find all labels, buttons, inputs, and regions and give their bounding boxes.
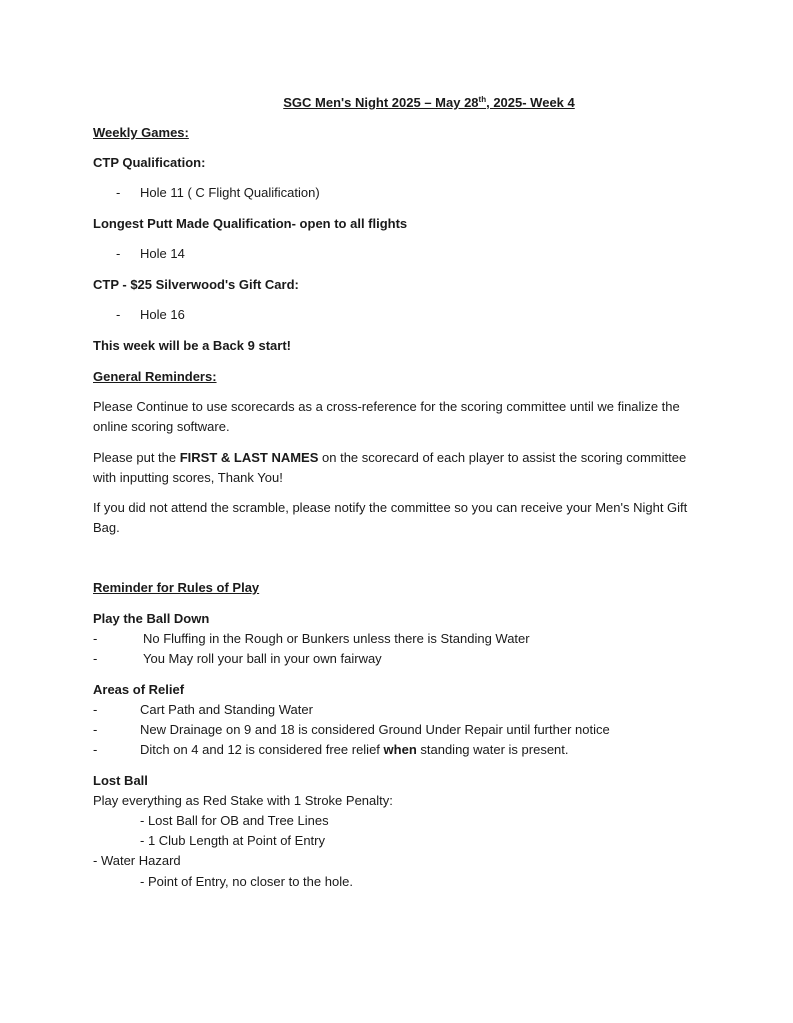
rules-heading: Reminder for Rules of Play [93, 580, 260, 595]
page-title: SGC Men's Night 2025 – May 28th, 2025- Week 4 [283, 95, 575, 110]
bullet-dash: - [93, 651, 98, 666]
ctp-qualification-heading: CTP Qualification: [93, 155, 206, 170]
general-reminders-heading: General Reminders: [93, 369, 217, 384]
play-ball-down-item: You May roll your ball in your own fairway [143, 651, 382, 666]
ctp-gift-card-heading: CTP - $25 Silverwood's Gift Card: [93, 277, 299, 292]
bullet-dash: - [93, 631, 98, 646]
bullet-dash: - [93, 702, 98, 717]
gift-bag-paragraph: If you did not attend the scramble, please notify the committee so you can receive your Men's Night Gift Bag. [93, 500, 688, 535]
play-ball-down-heading: Play the Ball Down [93, 611, 210, 626]
relief-item: New Drainage on 9 and 18 is considered Ground Under Repair until further notice [140, 722, 610, 737]
longest-putt-heading: Longest Putt Made Qualification- open to all flights [93, 216, 408, 231]
bullet-dash: - [93, 722, 98, 737]
play-ball-down-item: No Fluffing in the Rough or Bunkers unless there is Standing Water [143, 631, 530, 646]
bullet-dash: - [93, 742, 98, 757]
ctp-gift-card-item: Hole 16 [140, 307, 185, 322]
scorecard-paragraph: Please Continue to use scorecards as a cross-reference for the scoring committee until we finalize the online scoring software. [93, 399, 680, 434]
names-paragraph: Please put the FIRST & LAST NAMES on the scorecard of each player to assist the scoring committee with inputting scores, Thank You! [93, 450, 687, 485]
weekly-games-heading: Weekly Games: [93, 125, 189, 140]
longest-putt-item: Hole 14 [140, 246, 185, 261]
water-hazard-item: - Water Hazard [93, 853, 181, 868]
bullet-dash: - [116, 246, 121, 261]
lost-ball-intro: Play everything as Red Stake with 1 Stroke Penalty: [93, 793, 393, 808]
relief-item: Cart Path and Standing Water [140, 702, 313, 717]
back-nine-notice: This week will be a Back 9 start! [93, 338, 291, 353]
relief-item: Ditch on 4 and 12 is considered free relief when standing water is present. [140, 742, 569, 757]
ctp-qualification-item: Hole 11 ( C Flight Qualification) [140, 185, 320, 200]
bullet-dash: - [116, 185, 121, 200]
lost-ball-subitem: - 1 Club Length at Point of Entry [140, 833, 325, 848]
bullet-dash: - [116, 307, 121, 322]
water-hazard-subitem: - Point of Entry, no closer to the hole. [140, 874, 353, 889]
areas-of-relief-heading: Areas of Relief [93, 682, 185, 697]
lost-ball-heading: Lost Ball [93, 773, 148, 788]
lost-ball-subitem: - Lost Ball for OB and Tree Lines [140, 813, 329, 828]
